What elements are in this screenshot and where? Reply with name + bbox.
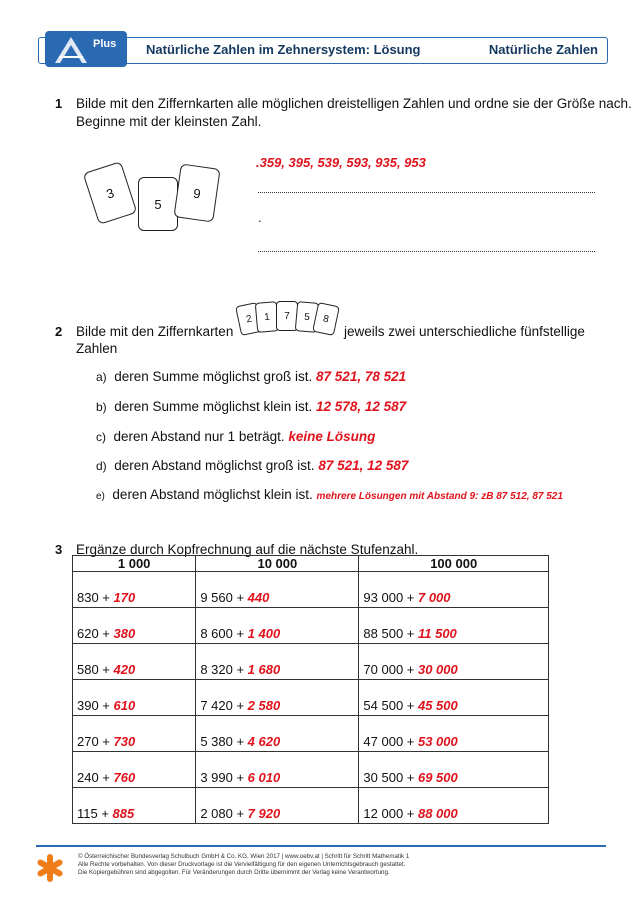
addition-task: 88 500 + — [363, 626, 418, 641]
task2-item-a: a) deren Summe möglichst groß ist. 87 521, 78 521 — [96, 369, 407, 384]
table-cell — [196, 788, 359, 824]
answer-line-dot: . — [258, 210, 262, 225]
digit-card: 5 — [138, 177, 178, 231]
table-row — [73, 752, 549, 788]
addition-answer: 885 — [112, 806, 135, 821]
addition-task: 620 + — [77, 626, 114, 641]
plus-logo — [45, 31, 127, 67]
answer-line — [258, 192, 595, 193]
addition-task: 8 600 + — [200, 626, 248, 641]
footer-text — [78, 853, 409, 877]
table-cell — [196, 608, 359, 644]
table-cell — [196, 572, 359, 608]
addition-task: 3 990 + — [200, 770, 248, 785]
digit-card-small: 2 — [235, 302, 263, 336]
table-row — [73, 716, 549, 752]
digit-card: 3 — [83, 161, 138, 225]
table-cell — [359, 608, 549, 644]
oebv-logo-icon — [36, 853, 64, 883]
addition-answer: 2 580 — [247, 698, 281, 713]
footer-line-3: Die Kopiergebühren sind abgegolten. Für Veränderungen durch Dritte übernimmt der Verlag keine Verantwortung. — [78, 869, 390, 876]
answer-line — [258, 251, 595, 252]
table-cell — [196, 644, 359, 680]
task3-text: Ergänze durch Kopfrechnung auf die nächste Stufenzahl. — [76, 542, 419, 557]
table-cell — [196, 680, 359, 716]
table-cell — [73, 644, 196, 680]
addition-task: 580 + — [77, 662, 114, 677]
task-number-3: 3 — [55, 542, 63, 557]
task2-item-d: d) deren Abstand möglichst groß ist. 87 521, 12 587 — [96, 458, 409, 473]
addition-answer: 11 500 — [417, 626, 457, 641]
digit-card-small: 7 — [276, 301, 298, 331]
page-title: Natürliche Zahlen im Zehnersystem: Lösung — [146, 42, 421, 57]
table-row — [73, 788, 549, 824]
addition-task: 12 000 + — [363, 806, 418, 821]
table-cell — [73, 680, 196, 716]
task2-text-line2: Zahlen — [76, 341, 118, 356]
task-number-2: 2 — [55, 324, 63, 339]
table-cell — [73, 752, 196, 788]
addition-task: 7 420 + — [200, 698, 248, 713]
task-number-1: 1 — [55, 96, 63, 111]
table-cell — [359, 752, 549, 788]
addition-answer: 760 — [113, 770, 136, 785]
addition-answer: 88 000 — [417, 806, 458, 821]
task2-item-e: e) deren Abstand möglichst klein ist. mehrere Lösungen mit Abstand 9: zB 87 512, 87 521 — [96, 487, 563, 502]
task2-item-b: b) deren Summe möglichst klein ist. 12 578, 12 587 — [96, 399, 407, 414]
table-row — [73, 644, 549, 680]
table-cell — [73, 572, 196, 608]
task1-answer: .359, 395, 539, 593, 935, 953 — [256, 155, 426, 170]
task1-text-line1: Bilde mit den Ziffernkarten alle möglichen dreistelligen Zahlen und ordne sie der Größe nach. — [76, 96, 632, 111]
addition-answer: 7 920 — [247, 806, 281, 821]
addition-task: 30 500 + — [363, 770, 418, 785]
addition-task: 830 + — [77, 590, 114, 605]
footer-line — [36, 845, 606, 847]
addition-task: 115 + — [77, 806, 113, 821]
step-number-table — [72, 555, 549, 824]
table-cell — [359, 680, 549, 716]
table-row — [73, 572, 549, 608]
addition-answer: 53 000 — [417, 734, 458, 749]
task2-text-pre: Bilde mit den Ziffernkarten — [76, 324, 234, 339]
addition-answer: 730 — [113, 734, 136, 749]
column-header: 1 000 — [73, 556, 196, 572]
table-cell — [196, 752, 359, 788]
addition-task: 54 500 + — [363, 698, 418, 713]
addition-answer: 170 — [113, 590, 136, 605]
addition-task: 9 560 + — [200, 590, 248, 605]
addition-task: 93 000 + — [363, 590, 418, 605]
task2-item-c: c) deren Abstand nur 1 beträgt. keine Lösung — [96, 429, 376, 444]
footer-line-2: Alle Rechte vorbehalten. Von dieser Druckvorlage ist die Vervielfältigung für den eigenen Unterrichtsgebrauch gestattet. — [78, 861, 406, 868]
addition-task: 390 + — [77, 698, 114, 713]
addition-task: 8 320 + — [200, 662, 248, 677]
addition-task: 2 080 + — [200, 806, 248, 821]
logo-text: Plus — [93, 38, 117, 50]
digit-card-small: 1 — [255, 301, 280, 333]
column-header: 100 000 — [359, 556, 549, 572]
table-cell — [196, 716, 359, 752]
column-header: 10 000 — [196, 556, 359, 572]
table-row — [73, 608, 549, 644]
table-cell — [73, 716, 196, 752]
footer-line-1: © Österreichischer Bundesverlag Schulbuch GmbH & Co. KG, Wien 2017 | www.oebv.at | Schritt für Schritt Mathematik 1 — [78, 853, 410, 860]
addition-task: 240 + — [77, 770, 114, 785]
addition-task: 270 + — [77, 734, 114, 749]
addition-task: 47 000 + — [363, 734, 418, 749]
addition-answer: 69 500 — [417, 770, 458, 785]
digit-card: 9 — [173, 163, 220, 222]
addition-answer: 440 — [247, 590, 270, 605]
addition-answer: 6 010 — [247, 770, 281, 785]
table-header-row — [73, 556, 549, 572]
addition-answer: 380 — [113, 626, 136, 641]
digit-card-small: 5 — [295, 301, 320, 333]
addition-answer: 7 000 — [417, 590, 451, 605]
addition-answer: 1 680 — [247, 662, 281, 677]
task1-text-line2: Beginne mit der kleinsten Zahl. — [76, 114, 262, 129]
addition-task: 5 380 + — [200, 734, 248, 749]
task2-text-post: jeweils zwei unterschiedliche fünfstellige — [344, 324, 585, 339]
section-title: Natürliche Zahlen — [488, 42, 598, 57]
addition-answer: 30 000 — [417, 662, 458, 677]
table-cell — [359, 644, 549, 680]
digit-card-small: 8 — [312, 302, 340, 336]
addition-answer: 45 500 — [417, 698, 458, 713]
table-cell — [359, 716, 549, 752]
table-cell — [359, 572, 549, 608]
addition-answer: 1 400 — [247, 626, 281, 641]
table-cell — [73, 608, 196, 644]
table-cell — [359, 788, 549, 824]
table-cell — [73, 788, 196, 824]
table-row — [73, 680, 549, 716]
addition-answer: 420 — [113, 662, 136, 677]
addition-answer: 4 620 — [247, 734, 281, 749]
addition-task: 70 000 + — [363, 662, 418, 677]
addition-answer: 610 — [113, 698, 136, 713]
